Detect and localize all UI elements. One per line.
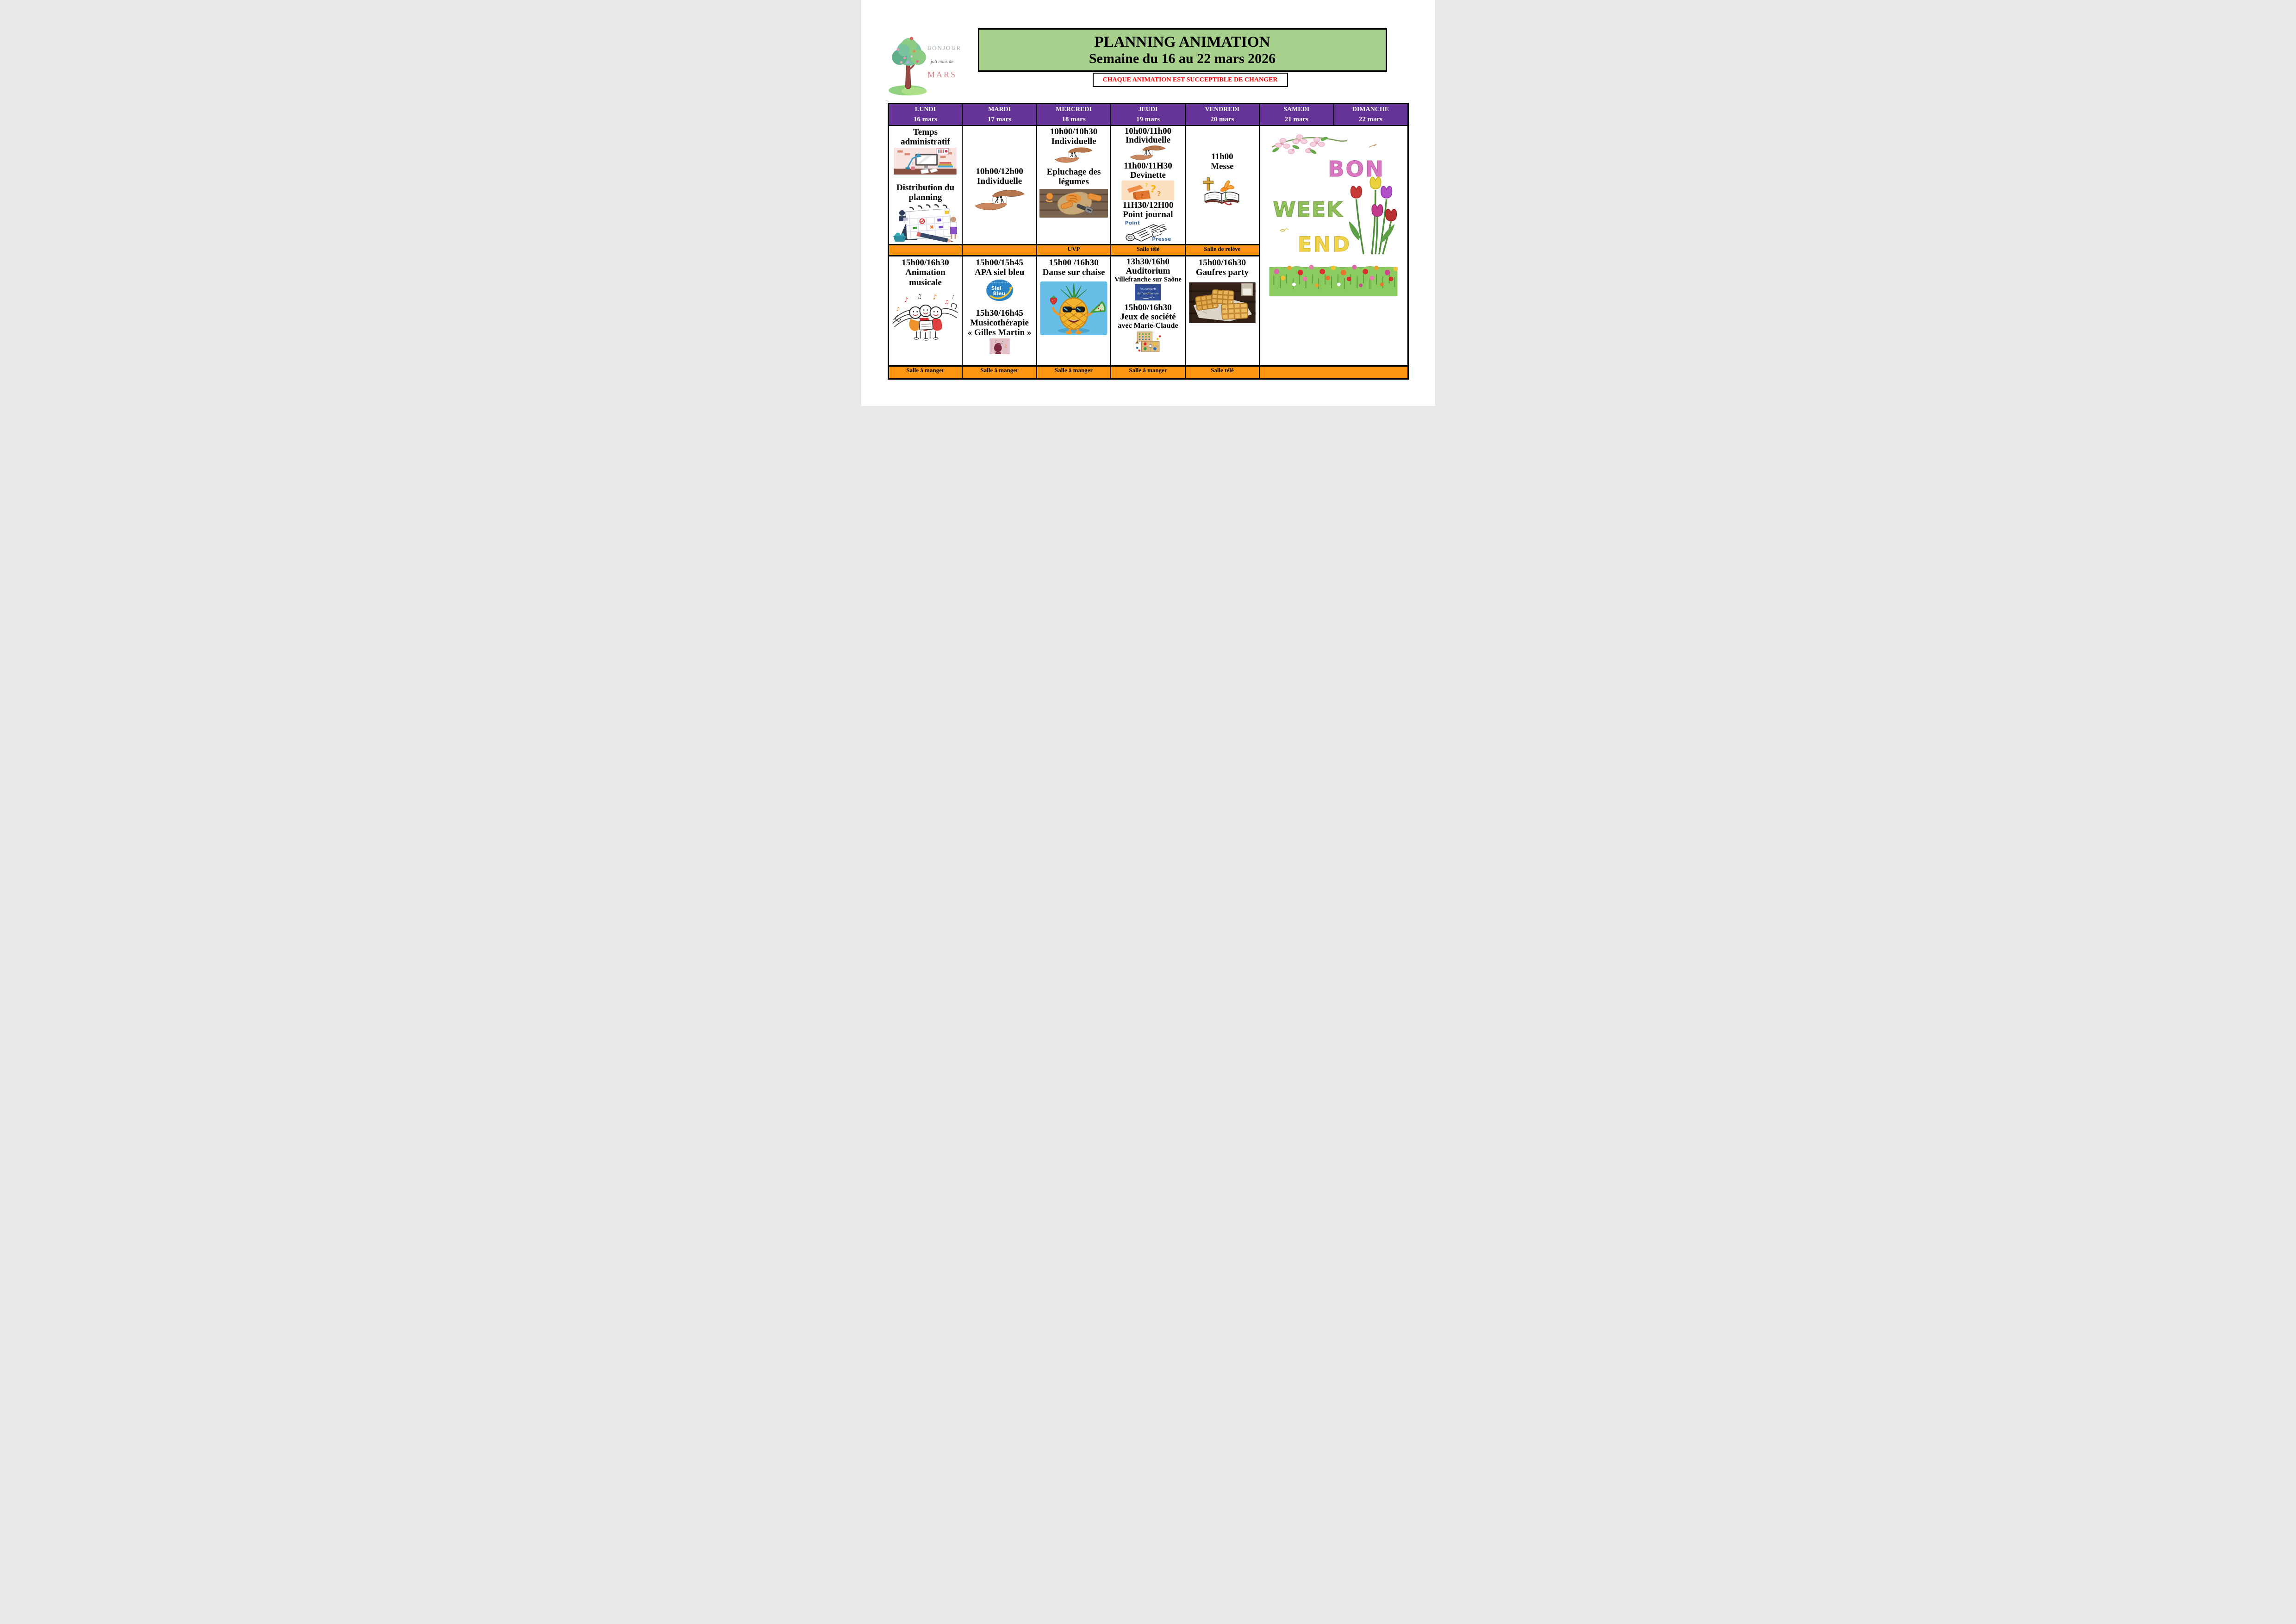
svg-text:♪: ♪	[896, 306, 900, 312]
warning-text: CHAQUE ANIMATION EST SUCCEPTIBLE DE CHANGER	[1102, 76, 1278, 83]
cell-wednesday-morning	[1037, 125, 1111, 245]
header-row	[888, 104, 1408, 125]
logo-word-mars: MARS	[927, 70, 957, 79]
day-header-jeudi: JEUDI 19 mars	[1111, 104, 1185, 125]
cell-tuesday-afternoon	[962, 256, 1036, 366]
monday-aft-time: 15h00/16h30	[902, 258, 949, 268]
cell-wednesday-noon-room: UVP	[1037, 245, 1111, 256]
waffles-photo	[1188, 282, 1257, 323]
flower-meadow	[1269, 264, 1398, 296]
auditorium-line-2: de l'auditorium	[1137, 291, 1159, 295]
tuesday-time-1: 10h00/12h00	[976, 166, 1023, 176]
thursday-aft-label-2: Jeux de société	[1120, 312, 1176, 322]
thursday-time-1: 10h00/11h00	[1124, 126, 1172, 136]
weekend-word-bon: BON	[1328, 156, 1385, 181]
friday-label-1: Messe	[1211, 161, 1234, 171]
caring-hands-icon	[1054, 147, 1093, 163]
cell-friday-room: Salle télé	[1185, 366, 1259, 379]
wednesday-aft-time: 15h00 /16h30	[1049, 258, 1099, 268]
siel-word-2: Bleu	[993, 291, 1005, 297]
svg-text:?: ?	[1140, 193, 1144, 199]
weekend-word-week: WEEK	[1273, 198, 1344, 222]
cell-friday-morning	[1185, 125, 1259, 245]
friday-time-1: 11h00	[1211, 151, 1233, 162]
siel-word-1: Siel	[991, 285, 1002, 291]
desk-illustration	[894, 148, 957, 175]
cell-thursday-room: Salle à manger	[1111, 366, 1185, 379]
tuesday-aft-sub-2: « Gilles Martin »	[967, 328, 1032, 338]
cell-wednesday-afternoon	[1037, 256, 1111, 366]
day-header-mercredi: MERCREDI 18 mars	[1037, 104, 1111, 125]
cell-monday-morning	[888, 125, 962, 245]
svg-text:♫: ♫	[917, 293, 922, 300]
thursday-label-1: Individuelle	[1125, 135, 1171, 145]
cell-thursday-afternoon	[1111, 256, 1185, 366]
svg-text:♪: ♪	[904, 296, 908, 304]
day-header-mardi: MARDI 17 mars	[962, 104, 1036, 125]
svg-text:♫: ♫	[944, 298, 950, 305]
plane-swirl-icon	[1141, 296, 1155, 299]
planning-calendar-illustration	[890, 204, 960, 243]
pineapple-cartoon	[1039, 281, 1108, 335]
day-header-samedi: SAMEDI 21 mars	[1259, 104, 1333, 125]
march-logo	[888, 32, 962, 98]
svg-text:♪: ♪	[952, 294, 955, 300]
cell-monday-noon-room	[888, 245, 962, 256]
cell-thursday-morning	[1111, 125, 1185, 245]
thursday-aft-label-1: Auditorium	[1126, 266, 1170, 276]
cell-friday-noon-room: Salle de relève	[1185, 245, 1259, 256]
wednesday-aft-label: Danse sur chaise	[1042, 268, 1105, 278]
weekend-word-end: END	[1298, 232, 1352, 256]
music-therapy-icon	[989, 338, 1010, 354]
thursday-time-3: 11H30/12H00	[1122, 200, 1174, 211]
tuesday-aft-time-2: 15h30/16h45	[976, 308, 1023, 318]
riddle-box-icon	[1118, 181, 1177, 200]
thursday-label-2: Devinette	[1130, 170, 1166, 181]
svg-text:?: ?	[1149, 183, 1157, 195]
siel-bleu-logo	[985, 279, 1014, 302]
cell-monday-room: Salle à manger	[888, 366, 962, 379]
morning-row	[888, 125, 1408, 245]
auditorium-concerts-logo	[1135, 284, 1161, 300]
svg-text:♪: ♪	[1001, 340, 1003, 345]
logo-word-joli: joli mois de	[931, 59, 953, 64]
thursday-aft-sub-2: avec Marie-Claude	[1118, 322, 1178, 330]
monday-aft-label: Animation musicale	[905, 268, 946, 287]
bon-weekend-illustration	[1269, 131, 1398, 302]
wednesday-label-1: Individuelle	[1051, 136, 1096, 146]
wednesday-time-1: 10h00/10h30	[1050, 126, 1098, 137]
tuesday-aft-label-1: APA siel bleu	[974, 268, 1025, 278]
newspaper-word-presse: Presse	[1151, 236, 1171, 243]
cell-tuesday-room: Salle à manger	[962, 366, 1036, 379]
mass-bible-cross-icon	[1198, 176, 1247, 206]
thursday-aft-time-1: 13h30/16h0	[1126, 257, 1170, 267]
siel-association-text: ASSOCIATION	[990, 281, 1009, 284]
spring-tree-icon	[888, 34, 930, 96]
week-planning-table	[888, 103, 1409, 380]
svg-text:?: ?	[1157, 190, 1161, 198]
singing-choir-illustration	[890, 292, 960, 341]
title-banner	[978, 28, 1387, 72]
warning-box	[1093, 73, 1288, 87]
wednesday-activity-2: Epluchage des légumes	[1046, 167, 1101, 187]
tuesday-label-1: Individuelle	[977, 176, 1022, 186]
cell-weekend-room	[1259, 366, 1408, 379]
logo-word-bonjour: BONJOUR	[927, 44, 962, 51]
friday-aft-label: Gaufres party	[1195, 268, 1249, 278]
cell-tuesday-noon-room	[962, 245, 1036, 256]
cell-tuesday-morning	[962, 125, 1036, 245]
caring-hands-icon	[974, 189, 1025, 211]
thursday-time-2: 11h00/11H30	[1124, 161, 1172, 171]
monday-activity-2: Distribution du planning	[896, 183, 955, 203]
monday-activity-1: Temps administratif	[901, 127, 950, 147]
day-header-lundi: LUNDI 16 mars	[888, 104, 962, 125]
svg-text:♪: ♪	[933, 294, 938, 301]
cell-wednesday-room: Salle à manger	[1037, 366, 1111, 379]
auditorium-line-1: les concerts	[1139, 287, 1157, 291]
svg-text:?: ?	[1145, 182, 1148, 189]
newspaper-word-point: Point	[1125, 220, 1140, 226]
day-header-vendredi: VENDREDI 20 mars	[1185, 104, 1259, 125]
day-header-dimanche: DIMANCHE 22 mars	[1334, 104, 1408, 125]
thursday-label-3: Point journal	[1123, 210, 1173, 220]
tuesday-aft-time-1: 15h00/15h45	[976, 258, 1023, 268]
cell-weekend	[1259, 125, 1408, 366]
board-games-icon	[1134, 331, 1161, 352]
friday-aft-time: 15h00/16h30	[1198, 258, 1246, 268]
cell-thursday-noon-room: Salle télé	[1111, 245, 1185, 256]
tuesday-aft-label-2: Musicothérapie	[970, 318, 1029, 328]
svg-text:♫: ♫	[1004, 344, 1007, 349]
tulips-bouquet	[1349, 177, 1397, 254]
thursday-aft-sub-1: Villefranche sur Saône	[1114, 275, 1182, 283]
caring-hands-icon	[1126, 145, 1169, 161]
cell-friday-afternoon	[1185, 256, 1259, 366]
press-point-illustration	[1124, 220, 1172, 242]
evening-room-row	[888, 366, 1408, 379]
planning-sheet	[861, 0, 1435, 406]
thursday-aft-time-2: 15h00/16h30	[1124, 303, 1172, 313]
cell-monday-afternoon	[888, 256, 962, 366]
page-subtitle: Semaine du 16 au 22 mars 2026	[1089, 50, 1276, 66]
svg-text:♪: ♪	[995, 339, 997, 344]
page-title: PLANNING ANIMATION	[1094, 34, 1270, 51]
vegetable-peeling-photo	[1039, 189, 1108, 218]
